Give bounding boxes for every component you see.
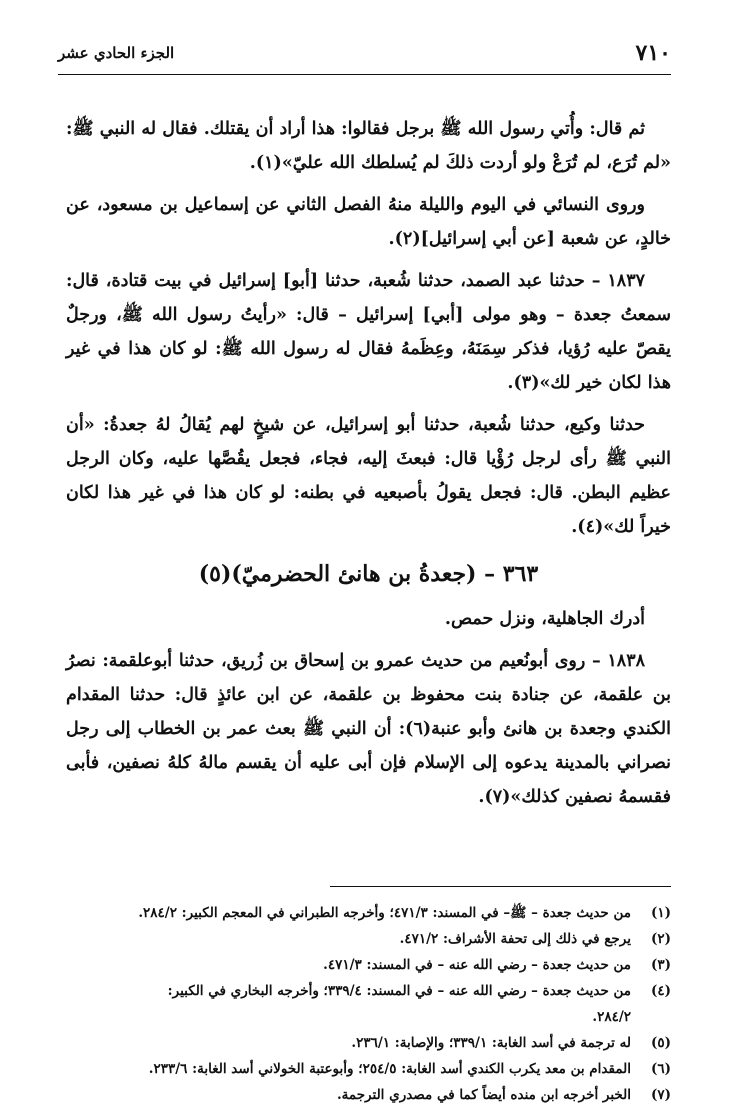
paragraph-6: ١٨٣٨ – روى أبونُعيم من حديث عمرو بن إسحاق بن زُريق، حدثنا أبوعلقمة: نصرُ بن علقمة، عن جنادة بنت محفوظ بن علقمة، عن ابن عائذٍ قال: حدثنا المقدام الكندي وجعدة بن هانئ وأبو عنبة(٦): أن النبي ﷺ بعث عمر بن الخطاب إلى رجل نصراني بالمدينة يدعوه إلى الإسلام فإن أبى عليه أن يقسم مالهُ كلهُ نصفين، فأبى فقسمهُ نصفين كذلك»(٧). bbox=[66, 651, 671, 807]
footnote bbox=[70, 926, 671, 952]
footnote-divider bbox=[330, 886, 671, 887]
footnote-text: من حديث جعدة – رضي الله عنه – في المسند: ٤٧١/٣. bbox=[323, 957, 631, 973]
header-divider bbox=[58, 74, 671, 75]
footnote-number: (٤) bbox=[650, 983, 671, 999]
section-title: ٣٦٣ – (جعدةُ بن هانئ الحضرميّ)(٥) bbox=[198, 561, 539, 587]
footnote-text: الخبر أخرجه ابن منده أيضاً كما في مصدري الترجمة. bbox=[336, 1087, 631, 1103]
paragraph-3: ١٨٣٧ – حدثنا عبد الصمد، حدثنا شُعبة، حدثنا [أبو] إسرائيل في بيت قتادة، قال: سمعتُ جعدة – وهو مولى [أبي] إسرائيل – قال: «رأيتُ رسول الله ﷺ، ورجلٌ يقصّ عليه رُؤيا، فذكر سِمَنَهُ، وعِظَمهُ فقال له رسول الله ﷺ: لو كان هذا في غير هذا لكان خير لك»(٣). bbox=[66, 271, 671, 393]
footnote-text: المقدام بن معد يكرب الكندي أسد الغابة: ٢٥٤/٥؛ وأبوعتبة الخولاني أسد الغابة: ٢٣٣/٦. bbox=[148, 1061, 631, 1077]
footnote-text: له ترجمة في أسد الغابة: ٣٣٩/١؛ والإصابة: ٢٣٦/١. bbox=[351, 1035, 631, 1051]
page-number: ٧١٠ bbox=[635, 40, 671, 66]
footnote-number: (١) bbox=[650, 905, 671, 921]
footnote-number: (٣) bbox=[650, 957, 671, 973]
footnote-number: (٥) bbox=[650, 1035, 671, 1051]
footnote-continuation: ٢٨٤/٢. bbox=[592, 1009, 631, 1025]
paragraph-4: حدثنا وكيع، حدثنا شُعبة، حدثنا أبو إسرائيل، عن شيخٍ لهم يُقالُ لهُ جعدةُ: «أن النبي ﷺ رأى لرجل رُؤْيا قال: فبعثَ إليه، فجاء، فجعل يقُصَّها عليه، وكان الرجل عظيم البطن. قال: فجعل يقولُ بأصبعيه في بطنه: لو كان هذا في غير هذا لكان خيراً لك»(٤). bbox=[66, 415, 671, 537]
paragraph-1: ثم قال: وأُتي رسول الله ﷺ برجل فقالوا: هذا أراد أن يقتلك. فقال له النبي ﷺ: «لم تُرَع، لم تُرَعْ ولو أردت ذلكَ لم يُسلطك الله عليّ»(١). bbox=[66, 119, 671, 173]
footnote-text: يرجع في ذلك إلى تحفة الأشراف: ٤٧١/٢. bbox=[399, 931, 631, 947]
page-header bbox=[58, 40, 671, 70]
footnote-number: (٦) bbox=[650, 1061, 671, 1077]
paragraph-5: أدرك الجاهلية، ونزل حمص. bbox=[444, 609, 645, 629]
footnote bbox=[70, 1082, 671, 1108]
footnote-text: من حديث جعدة – رضي الله عنه – في المسند: ٣٣٩/٤؛ وأخرجه البخاري في الكبير: bbox=[167, 983, 631, 999]
footnote bbox=[70, 1056, 671, 1082]
footnote bbox=[70, 900, 671, 926]
footnote-number: (٢) bbox=[650, 931, 671, 947]
footnote bbox=[70, 1030, 671, 1056]
running-title: الجزء الحادي عشر bbox=[58, 44, 175, 62]
paragraph-2: وروى النسائي في اليوم والليلة منهُ الفصل الثاني عن إسماعيل بن مسعود، عن خالدٍ، عن شعبة [عن أبي إسرائيل](٢). bbox=[66, 195, 671, 249]
footnote bbox=[70, 952, 671, 978]
main-text bbox=[66, 112, 671, 822]
footnote-text: من حديث جعدة – ﷺ– في المسند: ٤٧١/٣؛ وأخرجه الطبراني في المعجم الكبير: ٢٨٤/٢. bbox=[138, 905, 631, 921]
footnotes bbox=[70, 900, 671, 1108]
footnote bbox=[70, 978, 671, 1004]
footnote-number: (٧) bbox=[650, 1087, 671, 1103]
